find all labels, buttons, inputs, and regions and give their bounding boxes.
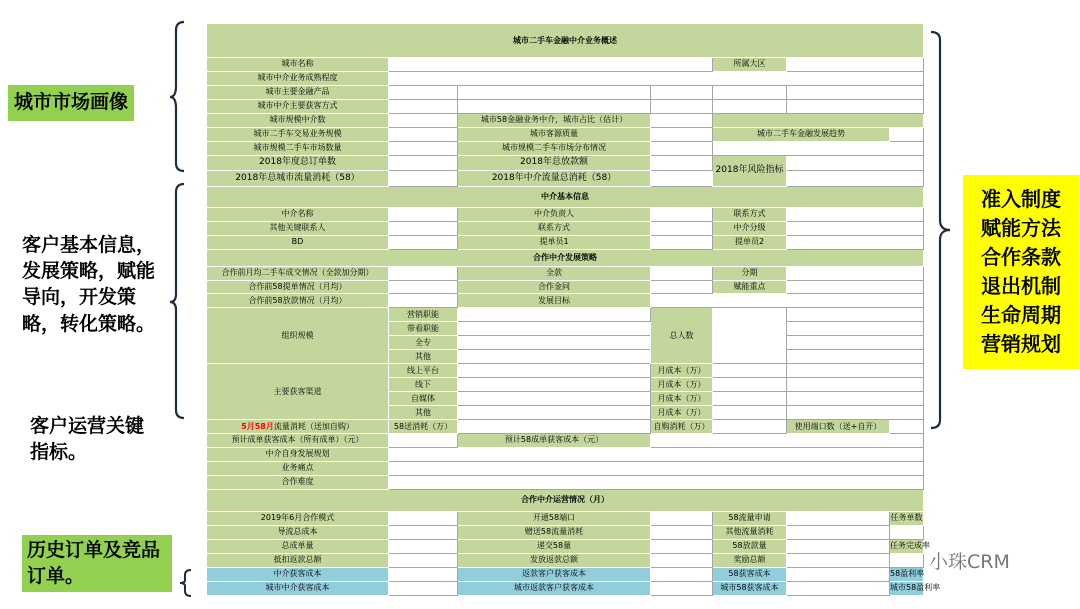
right-item: 营销规划	[981, 332, 1061, 356]
cell-value[interactable]	[389, 461, 924, 475]
cell-label: 合作前58提单情况（月均）	[207, 280, 389, 294]
cell-label: 城市规模中介数	[207, 113, 389, 127]
cell-value[interactable]	[651, 207, 713, 221]
bracket-customer	[168, 182, 188, 422]
label-history: 历史订单及竞品订单。	[22, 535, 172, 592]
cell-value[interactable]	[651, 567, 713, 581]
bracket-city	[168, 20, 188, 175]
cell-label: 城市二手车金融发展趋势	[713, 127, 890, 141]
cell-value[interactable]	[651, 113, 713, 127]
cell-value[interactable]	[890, 127, 924, 141]
cell-value[interactable]	[787, 155, 924, 171]
cell-value[interactable]	[651, 525, 713, 539]
cell-value[interactable]	[389, 511, 458, 525]
cell-label: 发展目标	[458, 294, 651, 308]
cell-label: BD	[207, 235, 389, 249]
cell-label: 导流总成本	[207, 525, 389, 539]
cell-label: 赠送58流量消耗	[458, 525, 651, 539]
label-customer-info: 客户基本信息，发展策略，赋能导向，开发策略，转化策略。	[22, 234, 156, 335]
cell-label: 城市客源质量	[458, 127, 651, 141]
cell-value[interactable]	[787, 99, 924, 113]
cell-value[interactable]	[389, 141, 458, 155]
cell-label: 合作前58放款情况（月均）	[207, 294, 389, 308]
cell-value[interactable]	[713, 420, 787, 434]
cell-label: 城市58盈利率	[890, 581, 924, 595]
cell-label: 提单员1	[458, 235, 651, 249]
cell-value[interactable]	[651, 581, 713, 595]
cell-label: 赋能重点	[713, 280, 787, 294]
section-header: 合作中介发展策略	[207, 249, 924, 266]
cell-label: 月成本（万）	[651, 378, 713, 392]
cell-label: 城市主要金融产品	[207, 85, 389, 99]
cell-label: 发放返款总额	[458, 553, 651, 567]
cell-label: 业务痛点	[207, 461, 389, 475]
cell-value[interactable]	[458, 322, 651, 336]
cell-value[interactable]	[713, 308, 787, 364]
cell-value[interactable]	[651, 539, 713, 553]
cell-label: 返款客户获客成本	[458, 567, 651, 581]
cell-label: 营销职能	[389, 308, 458, 322]
cell-label: 2018年风险指标	[713, 155, 787, 186]
cell-label: 分期	[713, 266, 787, 280]
cell-value[interactable]	[651, 511, 713, 525]
cell-label: 预计58成单获客成本（元）	[458, 434, 651, 448]
right-item: 赋能方法	[981, 216, 1061, 240]
cell-value[interactable]	[458, 392, 651, 406]
cell-value[interactable]	[651, 434, 924, 448]
cell-value[interactable]	[651, 171, 713, 187]
cell-value[interactable]	[389, 294, 458, 308]
cell-value[interactable]	[389, 447, 924, 461]
cell-label: 58获客成本	[713, 567, 787, 581]
cell-label: 月成本（万）	[651, 406, 713, 420]
right-item: 合作条款	[981, 245, 1061, 269]
cell-label: 中介自身发展规划	[207, 447, 389, 461]
cell-label: 2018年度总订单数	[207, 155, 389, 171]
cell-label: 城市名称	[207, 58, 389, 72]
cell-value[interactable]	[389, 235, 458, 249]
label-city-profile: 城市市场画像	[8, 85, 134, 121]
cell-value[interactable]	[651, 221, 713, 235]
cell-value[interactable]	[389, 475, 924, 489]
cell-value[interactable]	[389, 207, 458, 221]
cell-label: 2019年6月合作模式	[207, 511, 389, 525]
cell-value[interactable]	[787, 221, 924, 235]
cell-value[interactable]	[651, 99, 713, 113]
cell-value[interactable]	[787, 539, 890, 553]
cell-value[interactable]	[787, 171, 924, 187]
highlight-text: 5月58月	[241, 421, 274, 431]
cell-value[interactable]	[389, 539, 458, 553]
cell-value[interactable]	[458, 85, 651, 99]
cell-label: 全专	[389, 336, 458, 350]
cell-value[interactable]	[787, 364, 924, 378]
cell-value[interactable]	[787, 58, 924, 72]
cell-value[interactable]	[787, 308, 924, 322]
cell-value[interactable]	[389, 171, 458, 187]
cell-label: 城市返款客户获客成本	[458, 581, 651, 595]
cell-label: 提单员2	[713, 235, 787, 249]
table-title: 城市二手车金融中介业务概述	[207, 24, 924, 58]
cell-label: 全款	[458, 266, 651, 280]
cell-value[interactable]	[787, 553, 890, 567]
cell-label: 城市中介获客成本	[207, 581, 389, 595]
cell-value[interactable]	[651, 280, 713, 294]
cell-value[interactable]	[389, 155, 458, 171]
cell-value[interactable]	[389, 58, 713, 72]
cell-value[interactable]	[713, 99, 787, 113]
cell-label: 合作难度	[207, 475, 389, 489]
cell-value[interactable]	[787, 567, 890, 581]
cell-label: 带看职能	[389, 322, 458, 336]
cell-value[interactable]	[787, 235, 924, 249]
cell-label: 58盈利率	[890, 567, 924, 581]
cell-value[interactable]	[787, 322, 924, 336]
cell-label: 任务单数	[890, 511, 924, 525]
cell-value[interactable]	[713, 364, 787, 378]
cell-label: 中介负责人	[458, 207, 651, 221]
cell-value[interactable]	[389, 280, 458, 294]
cell-value[interactable]	[651, 553, 713, 567]
cell-label: 其他关键联系人	[207, 221, 389, 235]
cell-label: 其他	[389, 350, 458, 364]
cell-value[interactable]	[389, 113, 458, 127]
cell-value[interactable]	[458, 336, 651, 350]
cell-value[interactable]	[389, 553, 458, 567]
bracket-right	[928, 30, 954, 432]
cell-value[interactable]	[389, 567, 458, 581]
cell-label: 联系方式	[458, 221, 651, 235]
cell-label: 中介名称	[207, 207, 389, 221]
cell-label: 所属大区	[713, 58, 787, 72]
cell-value[interactable]	[389, 99, 458, 113]
cell-label: 58送消耗（万）	[389, 420, 458, 434]
cell-label: 2018年总城市流量消耗（58）	[207, 171, 389, 187]
cell-label: 其他	[389, 406, 458, 420]
cell-label: 城市58金融业务中介，城市占比（估计）	[458, 113, 651, 127]
cell-label: 使用端口数（送+自开）	[787, 420, 890, 434]
cell-value[interactable]	[389, 525, 458, 539]
cell-label: 58流量申请	[713, 511, 787, 525]
cell-value[interactable]	[651, 235, 713, 249]
cell-value[interactable]	[389, 581, 458, 595]
cell-value[interactable]	[389, 434, 458, 448]
cell-label-text: 流量消耗（送加自购）	[273, 421, 354, 431]
cell-value[interactable]	[787, 378, 924, 392]
cell-value[interactable]	[787, 525, 890, 539]
cell-label: 合作金同	[458, 280, 651, 294]
section-header: 中介基本信息	[207, 186, 924, 207]
cell-label: 预计成单获客成本（所有成单）（元）	[207, 434, 389, 448]
cell-label: 58放款量	[713, 539, 787, 553]
cell-value[interactable]	[458, 420, 651, 434]
cell-label: 总人数	[651, 308, 713, 364]
cell-label	[207, 420, 389, 434]
bracket-history	[178, 568, 194, 598]
cell-label: 任务完成率	[890, 539, 924, 553]
cell-label: 城市规模二手车市场分布情况	[458, 141, 651, 155]
cell-value[interactable]	[787, 581, 890, 595]
cell-value[interactable]	[458, 308, 651, 322]
cell-label: 2018年中介流量总消耗（58）	[458, 171, 651, 187]
cell-value[interactable]	[787, 280, 924, 294]
watermark-text: 小珠CRM	[929, 551, 1010, 573]
cell-value[interactable]	[389, 85, 458, 99]
cell-label: 联系方式	[713, 207, 787, 221]
cell-value[interactable]	[651, 141, 713, 155]
cell-value[interactable]	[458, 406, 651, 420]
cell-value[interactable]	[651, 127, 713, 141]
cell-value[interactable]	[787, 266, 924, 280]
cell-value[interactable]	[389, 221, 458, 235]
cell-label: 月成本（万）	[651, 392, 713, 406]
cell-value[interactable]	[787, 406, 924, 420]
cell-label: 自购消耗（万）	[651, 420, 713, 434]
cell-value[interactable]	[713, 406, 787, 420]
cell-label: 主要获客渠道	[207, 364, 389, 420]
cell-value[interactable]	[458, 364, 651, 378]
cell-value[interactable]	[890, 525, 924, 539]
cell-label	[713, 113, 924, 127]
cell-value[interactable]	[890, 420, 924, 434]
cell-value[interactable]	[787, 336, 924, 350]
cell-value[interactable]	[389, 266, 458, 280]
cell-label: 城市中介主要获客方式	[207, 99, 389, 113]
cell-value[interactable]	[651, 294, 924, 308]
cell-value[interactable]	[713, 392, 787, 406]
cell-label: 总成单量	[207, 539, 389, 553]
cell-value[interactable]	[713, 85, 787, 99]
cell-label: 线下	[389, 378, 458, 392]
right-item: 准入制度	[981, 187, 1061, 211]
cell-value[interactable]	[890, 553, 924, 567]
section-header: 合作中介运营情况（月）	[207, 489, 924, 511]
cell-label: 合作前月均二手车成交情况（全款加分期）	[207, 266, 389, 280]
cell-label: 组织规模	[207, 308, 389, 364]
business-overview-table	[206, 23, 941, 596]
cell-value[interactable]	[651, 155, 713, 171]
cell-value[interactable]	[787, 392, 924, 406]
cell-label: 城市58获客成本	[713, 581, 787, 595]
cell-value[interactable]	[787, 85, 924, 99]
cell-label: 自媒体	[389, 392, 458, 406]
cell-value[interactable]	[389, 71, 924, 85]
cell-value[interactable]	[458, 350, 651, 364]
cell-value[interactable]	[713, 378, 787, 392]
cell-label: 城市规模二手车市场数量	[207, 141, 389, 155]
cell-label: 开通58端口	[458, 511, 651, 525]
cell-value[interactable]	[787, 350, 924, 364]
cell-label: 抵扣返款总额	[207, 553, 389, 567]
cell-label: 奖励总额	[713, 553, 787, 567]
cell-value[interactable]	[787, 511, 890, 525]
cell-label: 其他流量消耗	[713, 525, 787, 539]
cell-label: 递交58量	[458, 539, 651, 553]
cell-label: 2018年总放款额	[458, 155, 651, 171]
cell-label: 城市二手车交易业务规模	[207, 127, 389, 141]
right-item: 退出机制	[981, 274, 1061, 298]
cell-value[interactable]	[458, 99, 651, 113]
cell-value[interactable]	[651, 266, 713, 280]
cell-label: 中介获客成本	[207, 567, 389, 581]
label-right-box	[963, 175, 1079, 369]
cell-value[interactable]	[787, 207, 924, 221]
cell-label: 城市中介业务成熟程度	[207, 71, 389, 85]
cell-label: 月成本（万）	[651, 364, 713, 378]
label-ops-kpi: 客户运营关键指标。	[30, 415, 145, 463]
cell-value[interactable]	[651, 85, 713, 99]
cell-label: 中介分级	[713, 221, 787, 235]
cell-value[interactable]	[713, 141, 924, 155]
cell-value[interactable]	[389, 127, 458, 141]
cell-label: 线上平台	[389, 364, 458, 378]
right-item: 生命周期	[981, 303, 1061, 327]
cell-value[interactable]	[458, 378, 651, 392]
